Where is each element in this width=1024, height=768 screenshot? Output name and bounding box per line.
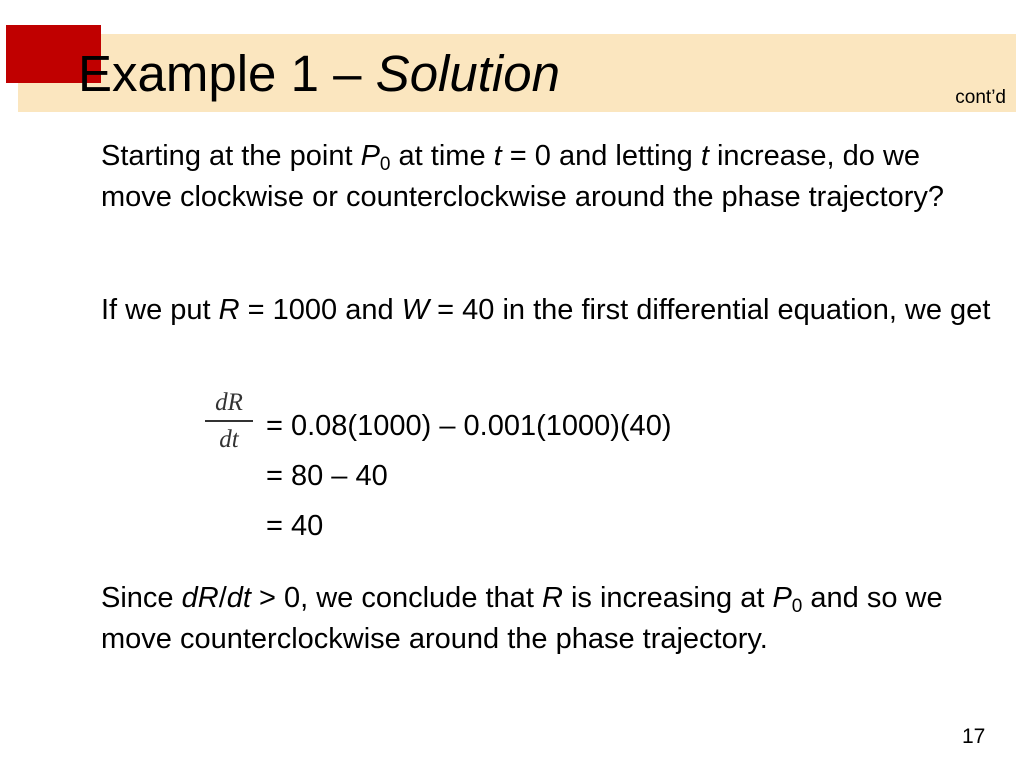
fraction-bar: [205, 420, 253, 422]
paragraph-question: [101, 136, 991, 218]
paragraph-substitution: [101, 290, 991, 331]
slide-title: [78, 42, 560, 106]
math-subscript: 0: [379, 154, 391, 175]
math-var: t: [493, 140, 502, 172]
text-run: /: [218, 582, 227, 614]
derivative-fraction: [203, 388, 255, 455]
text-run: at time: [390, 140, 494, 172]
math-var: P: [772, 582, 792, 614]
equation-line-1: = 0.08(1000) – 0.001(1000)(40): [266, 410, 672, 442]
math-var: dt: [226, 582, 251, 614]
fraction-numerator: dR: [215, 389, 243, 416]
text-run: increase, do we move clockwise or counterclockwise around the phase trajectory?: [101, 140, 945, 213]
paragraph-conclusion: [101, 578, 991, 660]
math-var: dR: [181, 582, 219, 614]
text-run: and so we move counterclockwise around the phase trajectory.: [101, 582, 943, 655]
slide-title-italic: Solution: [375, 45, 560, 102]
text-run: > 0, we conclude that: [250, 582, 542, 614]
text-run: = 0 and letting: [501, 140, 701, 172]
text-run: = 1000 and: [239, 294, 402, 326]
continued-label: cont’d: [955, 87, 1006, 108]
text-run: Starting at the point: [101, 140, 361, 172]
text-run: If we put: [101, 294, 219, 326]
equation-line-3: = 40: [266, 510, 324, 542]
slide-title-plain: Example 1 –: [78, 45, 376, 102]
math-subscript: 0: [791, 596, 803, 617]
math-var: R: [541, 582, 563, 614]
text-run: Since: [101, 582, 182, 614]
text-run: = 40 in the first differential equation, we get: [429, 294, 991, 326]
math-var: W: [401, 294, 430, 326]
page-number: 17: [962, 725, 986, 748]
fraction-denominator: dt: [219, 426, 239, 453]
text-run: is increasing at: [562, 582, 773, 614]
math-var: P: [360, 140, 380, 172]
equation-line-2: = 80 – 40: [266, 460, 388, 492]
math-var: R: [218, 294, 240, 326]
math-var: t: [700, 140, 709, 172]
